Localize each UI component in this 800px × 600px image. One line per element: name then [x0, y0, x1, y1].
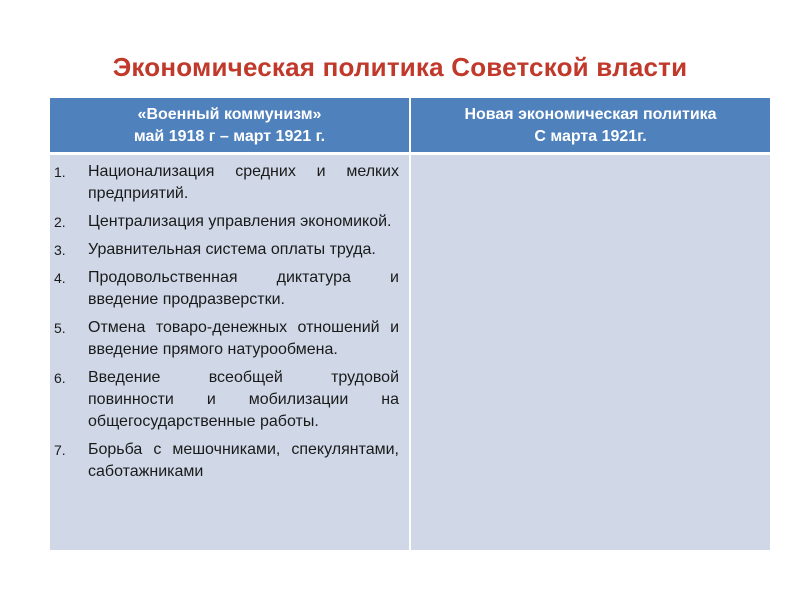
item-text: Национализация средних и мелких предприятий.: [88, 163, 399, 202]
slide-title: Экономическая политика Советской власти: [112, 52, 688, 82]
list-item: [50, 317, 399, 361]
table-body-row: [50, 154, 770, 551]
header-war-communism-dates: май 1918 г – март 1921 г.: [133, 128, 326, 145]
header-nep: [410, 98, 770, 154]
item-text: Уравнительная система оплаты труда.: [88, 241, 376, 258]
war-communism-list: [50, 155, 409, 483]
list-item: [50, 439, 399, 483]
header-war-communism-title: «Военный коммунизм»: [137, 106, 322, 123]
item-number: 6.: [54, 370, 66, 386]
header-nep-dates: С марта 1921г.: [534, 128, 647, 145]
cell-war-communism: [50, 154, 410, 551]
item-number: 7.: [54, 442, 66, 458]
item-number: 2.: [54, 214, 66, 230]
item-number: 3.: [54, 242, 66, 258]
item-text: Введение всеобщей трудовой повинности и мобилизации на общегосударственные работы.: [88, 369, 399, 430]
item-text: Централизация управления экономикой.: [88, 213, 392, 230]
cell-nep: [410, 154, 770, 551]
list-item: [50, 267, 399, 311]
policy-table: [50, 98, 770, 550]
item-number: 5.: [54, 320, 66, 336]
table-header-row: [50, 98, 770, 154]
header-war-communism: [50, 98, 410, 154]
item-number: 4.: [54, 270, 66, 286]
list-item: [50, 367, 399, 433]
item-number: 1.: [54, 164, 66, 180]
header-nep-title: Новая экономическая политика: [464, 106, 717, 123]
item-text: Отмена товаро-денежных отношений и введение прямого натурообмена.: [88, 319, 399, 358]
item-text: Борьба с мешочниками, спекулянтами, саботажниками: [88, 441, 399, 480]
list-item: [50, 211, 399, 233]
list-item: [50, 239, 399, 261]
list-item: [50, 161, 399, 205]
item-text: Продовольственная диктатура и введение продразверстки.: [88, 269, 399, 308]
